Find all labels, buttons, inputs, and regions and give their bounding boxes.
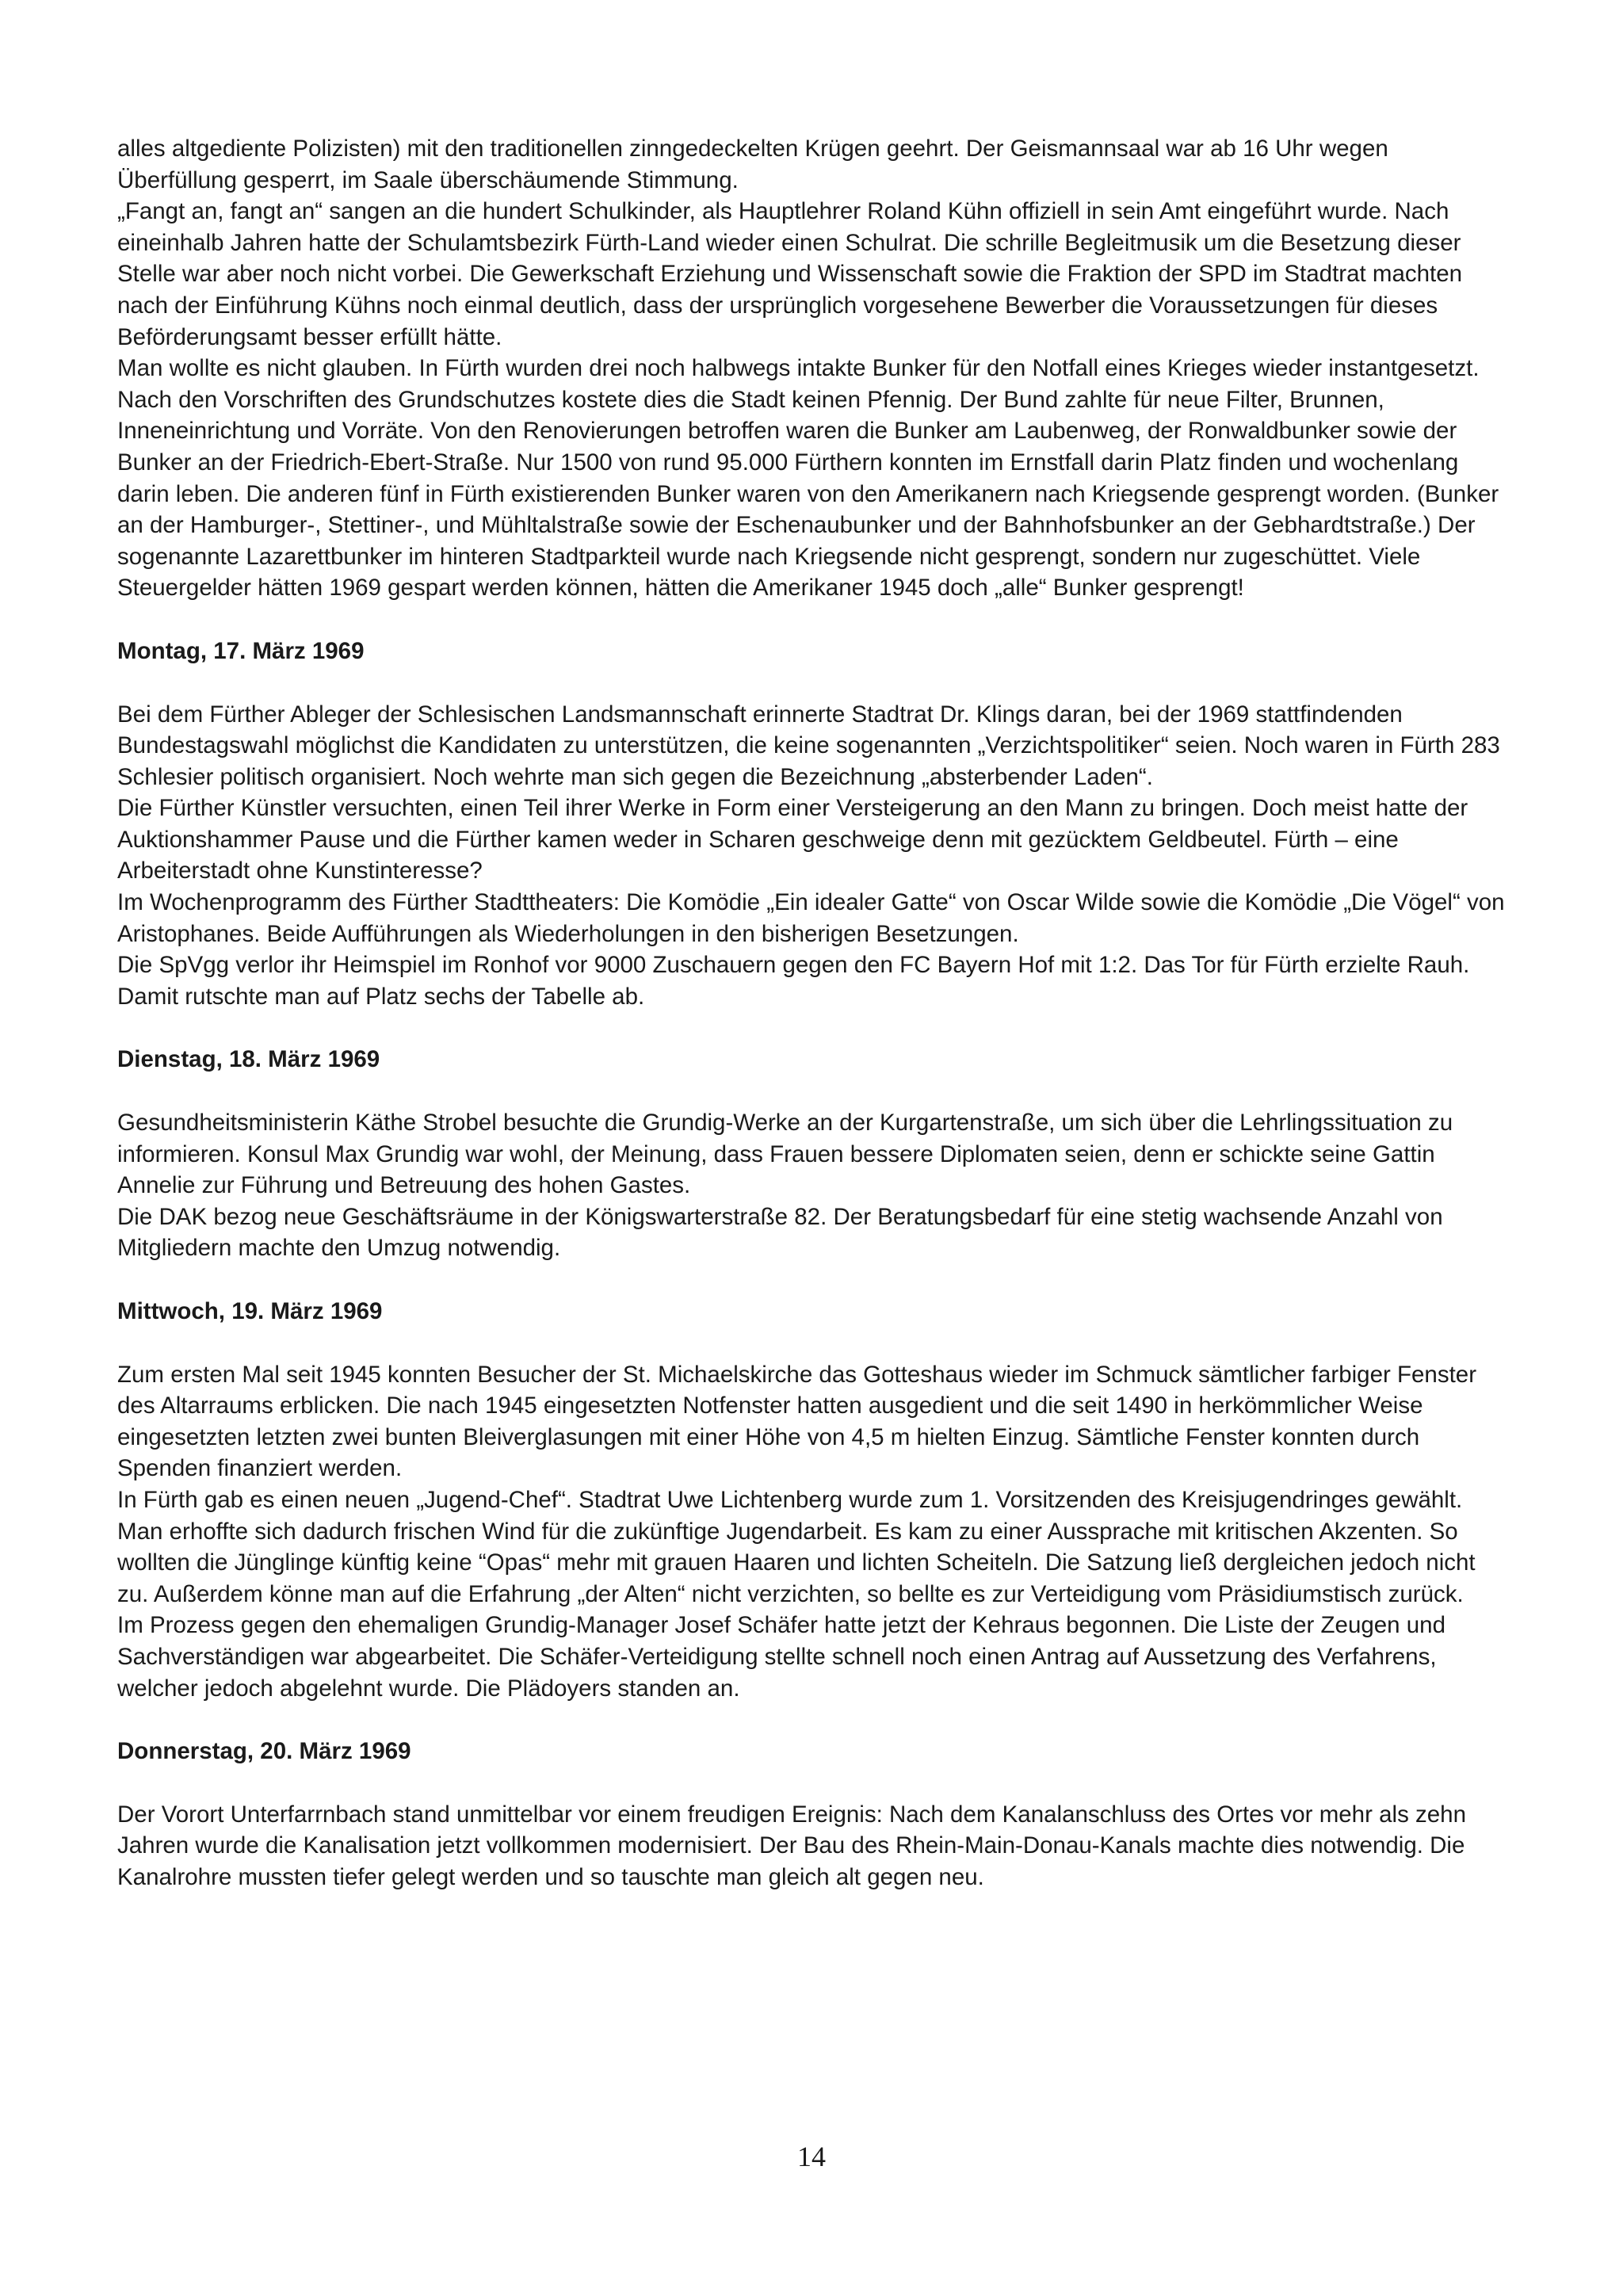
page-number: 14 xyxy=(797,2141,826,2172)
section-heading: Donnerstag, 20. März 1969 xyxy=(117,1738,411,1765)
section-heading: Montag, 17. März 1969 xyxy=(117,637,365,664)
paragraph: Die Fürther Künstler versuchten, einen Teil ihrer Werke in Form einer Versteigerung an den Mann zu bringen. Doch meist hatte der Auktionshammer Pause und die Fürther kamen weder in Scharen geschweige denn mit gezücktem Geldbeutel. Fürth – eine Arbeiterstadt ohne Kunstinteresse? xyxy=(117,795,1468,884)
section-tuesday xyxy=(117,1044,1512,1264)
section-heading: Mittwoch, 19. März 1969 xyxy=(117,1298,383,1324)
paragraph: alles altgediente Polizisten) mit den traditionellen zinngedeckelten Krügen geehrt. Der Geismannsaal war ab 16 Uhr wegen Überfüllung gesperrt, im Saale überschäumende Stimmung. xyxy=(117,136,1388,193)
paragraph: Man wollte es nicht glauben. In Fürth wurden drei noch halbwegs intakte Bunker für den Notfall eines Krieges wieder instantgesetzt. Nach den Vorschriften des Grundschutzes kostete dies die Stadt keinen Pfennig. Der Bund zahlte für neue Filter, Brunnen, Inneneinrichtung und Vorräte. Von den Renovierungen betroffen waren die Bunker am Laubenweg, der Ronwaldbunker sowie der Bunker an der Friedrich-Ebert-Straße. Nur 1500 von rund 95.000 Fürthern konnten im Ernstfall darin Platz finden und wochenlang darin leben. Die anderen fünf in Fürth existierenden Bunker waren von den Amerikanern nach Kriegsende gesprengt worden. (Bunker an der Hamburger-, Stettiner-, und Mühltalstraße sowie der Eschenaubunker und der Bahnhofsbunker an der Gebhardtstraße.) Der sogenannte Lazarettbunker im hinteren Stadtparkteil wurde nach Kriegsende nicht gesprengt, sondern nur zugeschüttet. Viele Steuergelder hätten 1969 gespart werden können, hätten die Amerikaner 1945 doch „alle“ Bunker gesprengt! xyxy=(117,355,1499,602)
section-monday xyxy=(117,636,1512,1013)
paragraph: In Fürth gab es einen neuen „Jugend-Chef“. Stadtrat Uwe Lichtenberg wurde zum 1. Vorsitzenden des Kreisjugendringes gewählt. Man erhoffte sich dadurch frischen Wind für die zukünftige Jugendarbeit. Es kam zu einer Aussprache mit kritischen Akzenten. So wollten die Jünglinge künftig keine “Opas“ mehr mit grauen Haaren und lichten Scheiteln. Die Satzung ließ dergleichen jedoch nicht zu. Außerdem könne man auf die Erfahrung „der Alten“ nicht verzichten, so bellte es zur Verteidigung vom Präsidiumstisch zurück. xyxy=(117,1486,1476,1607)
paragraph: Bei dem Fürther Ableger der Schlesischen Landsmannschaft erinnerte Stadtrat Dr. Klings daran, bei der 1969 stattfindenden Bundestagswahl möglichst die Kandidaten zu unterstützen, die keine sogenannten „Verzichtspolitiker“ seien. Noch waren in Fürth 283 Schlesier politisch organisiert. Noch wehrte man sich gegen die Bezeichnung „absterbender Laden“. xyxy=(117,701,1500,790)
paragraph: Zum ersten Mal seit 1945 konnten Besucher der St. Michaelskirche das Gotteshaus wieder im Schmuck sämtlicher farbiger Fenster des Altarraums erblicken. Die nach 1945 eingesetzten Notfenster hatten ausgedient und die seit 1490 in herkömmlicher Weise eingesetzten letzten zwei bunten Bleiverglasungen mit einer Höhe von 4,5 m hielten Einzug. Sämtliche Fenster konnten durch Spenden finanziert werden. xyxy=(117,1361,1477,1482)
section-wednesday xyxy=(117,1296,1512,1704)
document-page xyxy=(117,133,1512,1893)
paragraph: Im Wochenprogramm des Fürther Stadttheaters: Die Komödie „Ein idealer Gatte“ von Oscar Wilde sowie die Komödie „Die Vögel“ von Aristophanes. Beide Aufführungen als Wiederholungen in den bisherigen Besetzungen. xyxy=(117,889,1505,947)
section-heading: Dienstag, 18. März 1969 xyxy=(117,1046,380,1073)
section-thursday xyxy=(117,1736,1512,1893)
intro-block xyxy=(117,133,1512,604)
paragraph: Die DAK bezog neue Geschäftsräume in der Königswarterstraße 82. Der Beratungsbedarf für eine stetig wachsende Anzahl von Mitgliedern machte den Umzug notwendig. xyxy=(117,1203,1443,1262)
paragraph: Der Vorort Unterfarrnbach stand unmittelbar vor einem freudigen Ereignis: Nach dem Kanalanschluss des Ortes vor mehr als zehn Jahren wurde die Kanalisation jetzt vollkommen modernisiert. Der Bau des Rhein-Main-Donau-Kanals machte dies notwendig. Die Kanalrohre mussten tiefer gelegt werden und so tauschte man gleich alt gegen neu. xyxy=(117,1801,1466,1890)
paragraph: „Fangt an, fangt an“ sangen an die hundert Schulkinder, als Hauptlehrer Roland Kühn offiziell in sein Amt eingeführt wurde. Nach eineinhalb Jahren hatte der Schulamtsbezirk Fürth-Land wieder einen Schulrat. Die schrille Begleitmusik um die Besetzung dieser Stelle war aber noch nicht vorbei. Die Gewerkschaft Erziehung und Wissenschaft sowie die Fraktion der SPD im Stadtrat machten nach der Einführung Kühns noch einmal deutlich, dass der ursprünglich vorgesehene Bewerber die Voraussetzungen für dieses Beförderungsamt besser erfüllt hätte. xyxy=(117,198,1463,350)
paragraph: Die SpVgg verlor ihr Heimspiel im Ronhof vor 9000 Zuschauern gegen den FC Bayern Hof mit 1:2. Das Tor für Fürth erzielte Rauh. Damit rutschte man auf Platz sechs der Tabelle ab. xyxy=(117,952,1470,1010)
paragraph: Gesundheitsministerin Käthe Strobel besuchte die Grundig-Werke an der Kurgartenstraße, um sich über die Lehrlingssituation zu informieren. Konsul Max Grundig war wohl, der Meinung, dass Frauen bessere Diplomaten seien, denn er schickte seine Gattin Annelie zur Führung und Betreuung des hohen Gastes. xyxy=(117,1110,1453,1199)
paragraph: Im Prozess gegen den ehemaligen Grundig-Manager Josef Schäfer hatte jetzt der Kehraus begonnen. Die Liste der Zeugen und Sachverständigen war abgearbeitet. Die Schäfer-Verteidigung stellte schnell noch einen Antrag auf Aussetzung des Verfahrens, welcher jedoch abgelehnt wurde. Die Plädoyers standen an. xyxy=(117,1612,1445,1702)
